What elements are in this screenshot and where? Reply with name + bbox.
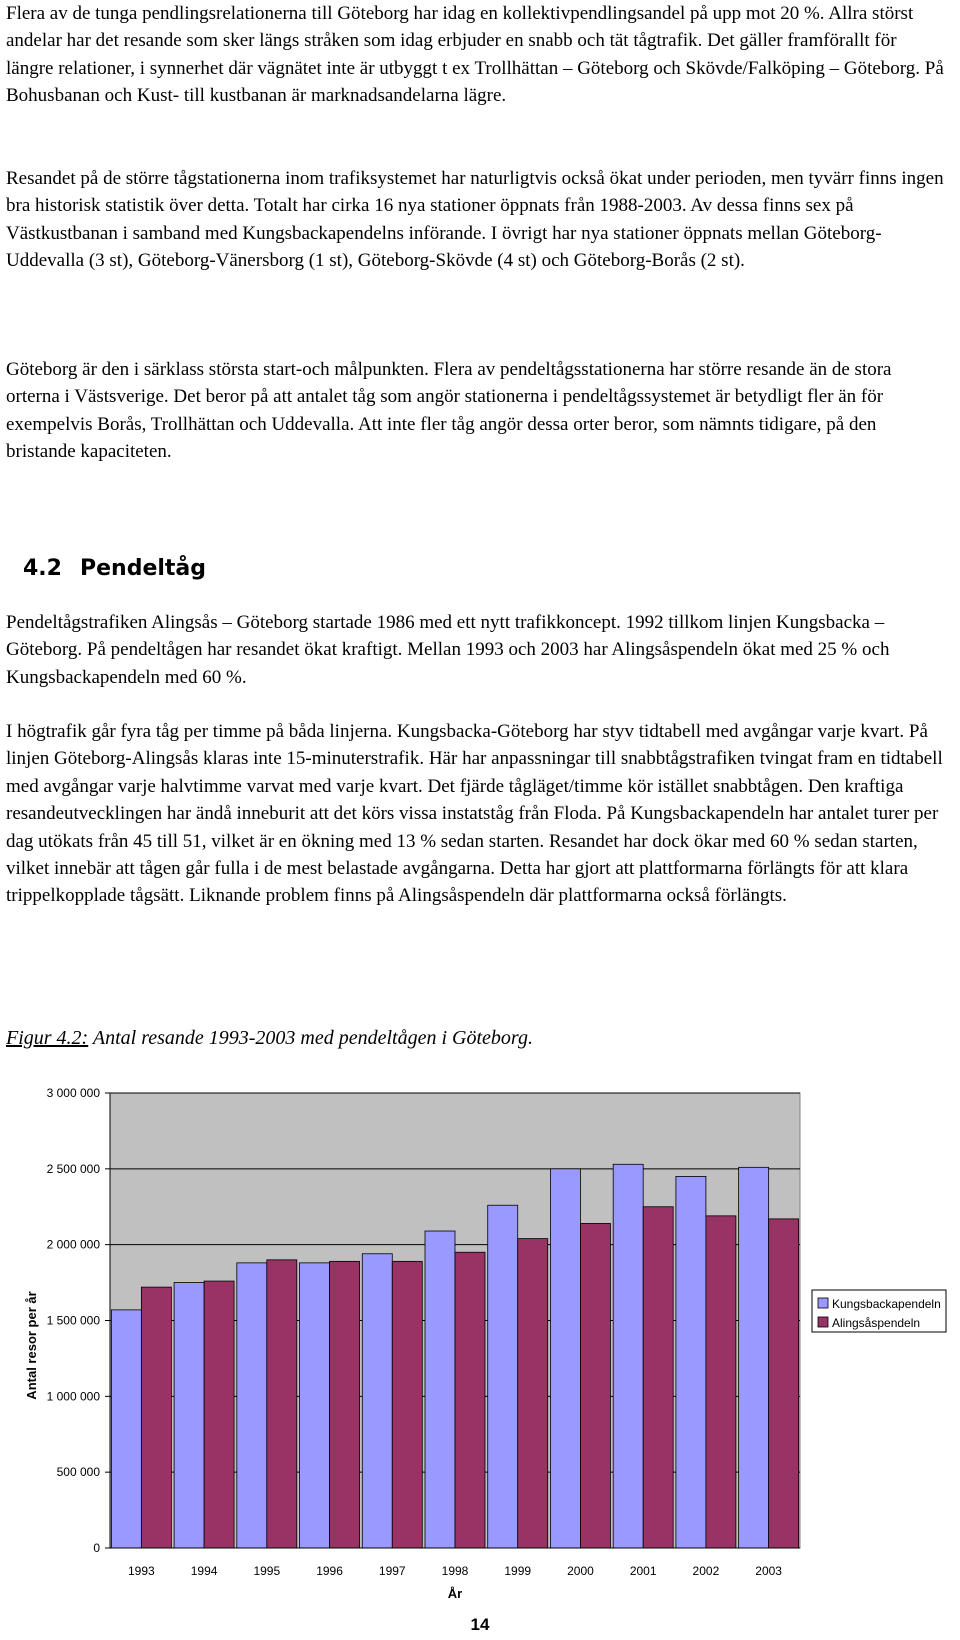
bar-alingsåspendeln-1998	[455, 1252, 485, 1548]
y-tick-label: 1 500 000	[46, 1313, 100, 1328]
bar-alingsåspendeln-1994	[204, 1281, 234, 1548]
bar-alingsåspendeln-2002	[706, 1216, 736, 1548]
bar-kungsbackapendeln-1995	[237, 1263, 267, 1548]
paragraph-pendeltag-intro: Pendeltågstrafiken Alingsås – Göteborg startade 1986 med ett nytt trafikkoncept. 1992 tillkom linjen Kungsbacka – Göteborg. På pendeltågen har resandet ökat kraftigt. Mellan 1993 och 2003 har Alingsåspendeln ökat med 25 % och Kungsbackapendeln med 60 %.	[6, 612, 890, 688]
section-heading	[23, 556, 206, 581]
ridership-chart	[0, 1075, 960, 1610]
paragraph-commuting-share: Flera av de tunga pendlingsrelationerna till Göteborg har idag en kollektivpendlingsandel på upp mot 20 %. Allra störst andelar har det resande som sker längs stråken som idag erbjuder en snabb och tät tågtrafik. Det gäller framförallt för längre relationer, i synnerhet där vägnätet inte är utbyggt t ex Trollhättan – Göteborg och Skövde/Falköping – Göteborg. På Bohusbanan och Kust- till kustbanan är marknadsandelarna lägre.	[6, 3, 944, 107]
bar-alingsåspendeln-2001	[643, 1207, 673, 1548]
y-tick-label: 2 000 000	[46, 1237, 100, 1252]
x-tick-label: 1998	[441, 1564, 469, 1578]
x-tick-label: 2002	[692, 1564, 720, 1578]
bar-alingsåspendeln-1996	[330, 1261, 360, 1548]
bar-kungsbackapendeln-2003	[739, 1167, 769, 1548]
page-number: 14	[470, 1615, 490, 1634]
bar-kungsbackapendeln-1994	[174, 1283, 204, 1548]
bar-kungsbackapendeln-1996	[300, 1263, 330, 1548]
paragraph-peak-traffic: I högtrafik går fyra tåg per timme på båda linjerna. Kungsbacka-Göteborg har styv tidtabell med avgångar varje kvart. På linjen Göteborg-Alingsås klaras inte 15-minuterstrafik. Här har anpassningar till snabbtågstrafiken tvingat fram en tidtabell med avgångar varje halvtimme varvat med varje kvart. Det fjärde tågläget/timme kör istället snabbtågen. Den kraftiga resandeutvecklingen har ändå inneburit att det körs vissa instatståg från Floda. På Kungsbackapendeln har antalet turer per dag utökats från 45 till 51, vilket är en ökning med 13 % sedan starten. Resandet har dock ökar med 60 % sedan starten, vilket innebär att tågen går fulla i de mest belastade avgångarna. Detta har gjort att plattformarna förlängts för att klara trippelkopplade tågsätt. Liknande problem finns på Alingsåspendeln där plattformarna också förlängts.	[6, 721, 943, 907]
bar-alingsåspendeln-1999	[518, 1239, 548, 1548]
figure-caption-text: Antal resande 1993-2003 med pendeltågen i Göteborg.	[88, 1027, 533, 1049]
y-tick-label: 3 000 000	[46, 1086, 100, 1100]
bar-alingsåspendeln-2003	[769, 1219, 799, 1548]
bar-kungsbackapendeln-1993	[111, 1310, 141, 1548]
bar-alingsåspendeln-1997	[392, 1261, 422, 1548]
x-tick-label: 2000	[567, 1564, 594, 1578]
x-tick-label: 1999	[504, 1564, 532, 1578]
bar-kungsbackapendeln-1998	[425, 1231, 455, 1548]
section-number: 4.2	[23, 556, 62, 581]
bar-kungsbackapendeln-1997	[362, 1254, 392, 1548]
bar-kungsbackapendeln-2001	[613, 1164, 643, 1548]
y-tick-label: 1 000 000	[46, 1389, 100, 1404]
x-tick-label: 1997	[378, 1564, 406, 1578]
paragraph-stations: Resandet på de större tågstationerna inom trafiksystemet har naturligtvis också ökat under perioden, men tyvärr finns ingen bra historisk statistik över detta. Totalt har cirka 16 nya stationer öppnats från 1988-2003. Av dessa finns sex på Västkustbanan i samband med Kungsbackapendelns införande. I övrigt har nya stationer öppnats mellan Göteborg-Uddevalla (3 st), Göteborg-Vänersborg (1 st), Göteborg-Skövde (4 st) och Göteborg-Borås (2 st).	[6, 168, 944, 272]
x-tick-label: 2003	[755, 1564, 782, 1578]
x-axis-label: År	[447, 1586, 463, 1601]
legend-swatch-alingsåspendeln	[818, 1317, 828, 1327]
y-tick-label: 500 000	[56, 1465, 100, 1480]
legend-swatch-kungsbackapendeln	[818, 1298, 828, 1308]
y-tick-label: 2 500 000	[46, 1161, 100, 1176]
bar-alingsåspendeln-1995	[267, 1260, 297, 1548]
bar-kungsbackapendeln-2000	[550, 1169, 580, 1548]
section-title: Pendeltåg	[79, 556, 207, 581]
bar-alingsåspendeln-1993	[141, 1287, 171, 1548]
legend-label-alingsåspendeln: Alingsåspendeln	[832, 1316, 921, 1330]
paragraph-goteborg-hub: Göteborg är den i särklass största start-och målpunkten. Flera av pendeltågsstationerna har större resande än de stora orterna i Västsverige. Det beror på att antalet tåg som angör stationerna i pendeltågssystemet är betydligt fler än för exempelvis Borås, Trollhättan och Uddevalla. Att inte fler tåg angör dessa orter beror, som nämnts tidigare, på den bristande kapaciteten.	[6, 359, 892, 463]
x-tick-label: 1993	[128, 1564, 155, 1578]
bar-alingsåspendeln-2000	[580, 1223, 610, 1548]
x-tick-label: 1994	[190, 1564, 218, 1578]
y-tick-label: 0	[93, 1541, 100, 1555]
bar-kungsbackapendeln-1999	[488, 1205, 518, 1548]
x-tick-label: 1996	[316, 1564, 343, 1578]
bar-kungsbackapendeln-2002	[676, 1176, 706, 1548]
figure-caption-label: Figur 4.2:	[6, 1027, 89, 1049]
x-tick-label: 1995	[253, 1564, 281, 1578]
y-axis-label: Antal resor per år	[24, 1291, 39, 1400]
x-tick-label: 2001	[629, 1564, 657, 1578]
figure-caption	[6, 1027, 533, 1050]
legend-label-kungsbackapendeln: Kungsbackapendeln	[832, 1297, 941, 1311]
